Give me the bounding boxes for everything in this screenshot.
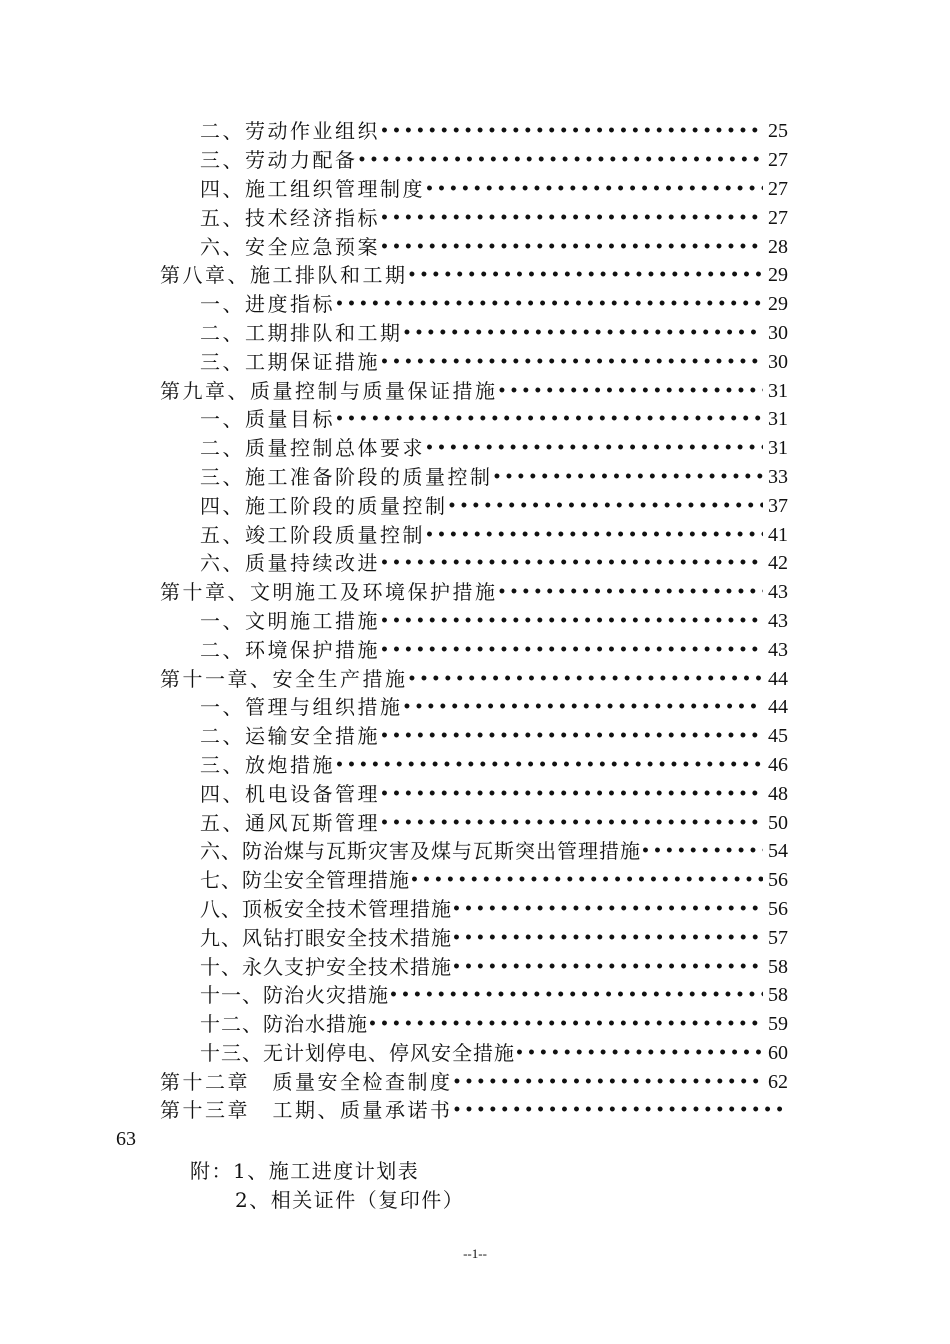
toc-entry-page: 56	[768, 897, 788, 920]
dot-leader	[453, 1068, 764, 1096]
dot-leader	[453, 1096, 787, 1124]
dot-leader	[410, 866, 763, 894]
toc-entry-page: 43	[768, 609, 788, 632]
dot-leader	[403, 319, 764, 347]
toc-entry-title: 六、质量持续改进	[200, 551, 380, 576]
appendix-line-1: 附：1、施工进度计划表	[190, 1158, 420, 1183]
toc-entry[interactable]	[0, 923, 950, 952]
toc-entry[interactable]	[0, 405, 950, 434]
toc-entry-page: 31	[768, 408, 788, 431]
toc-entry-title: 二、工期排队和工期	[200, 320, 403, 345]
toc-entry-title: 一、进度指标	[200, 292, 335, 317]
toc-entry-page: 62	[768, 1070, 788, 1093]
toc-chapter-title: 第十章、文明施工及环境保护措施	[160, 580, 498, 605]
dot-leader	[389, 981, 763, 1009]
toc-chapter-title: 第九章、质量控制与质量保证措施	[160, 378, 498, 403]
toc-entry-page: 31	[768, 437, 788, 460]
toc-entry[interactable]	[0, 463, 950, 492]
toc-entry-page: 54	[768, 840, 788, 863]
toc-chapter[interactable]	[0, 376, 950, 405]
toc-entry-title: 五、竣工阶段质量控制	[200, 522, 425, 547]
toc-entry-title: 九、风钻打眼安全技术措施	[200, 925, 452, 950]
toc-entry-title: 一、质量目标	[200, 407, 335, 432]
page-number: --1--	[463, 1246, 487, 1261]
dot-leader	[380, 117, 763, 145]
toc-chapter[interactable]	[0, 261, 950, 290]
toc-entry[interactable]	[0, 203, 950, 232]
toc-chapter[interactable]	[0, 578, 950, 607]
dot-leader	[380, 204, 763, 232]
toc-entry-page: 30	[768, 350, 788, 373]
dot-leader	[380, 233, 763, 261]
dot-leader	[335, 751, 763, 779]
toc-entry-page: 41	[768, 523, 788, 546]
dot-leader	[448, 492, 764, 520]
toc-entry-title: 十一、防治火灾措施	[200, 983, 389, 1008]
toc-entry[interactable]	[0, 1039, 950, 1068]
toc-entry-title: 十二、防治水措施	[200, 1012, 368, 1037]
dot-leader	[425, 434, 763, 462]
toc-chapter-title: 第十一章、安全生产措施	[160, 666, 408, 691]
dot-leader	[452, 895, 763, 923]
toc-entry[interactable]	[0, 952, 950, 981]
toc-entry-title: 七、防尘安全管理措施	[200, 868, 410, 893]
dot-leader	[335, 405, 763, 433]
toc-entry[interactable]	[0, 290, 950, 319]
toc-entry-page: 43	[768, 581, 788, 604]
dot-leader	[380, 348, 763, 376]
dot-leader	[380, 549, 763, 577]
toc-entry[interactable]	[0, 347, 950, 376]
toc-entry-page: 58	[768, 984, 788, 1007]
toc-entry-page: 50	[768, 811, 788, 834]
table-of-contents	[0, 117, 950, 1215]
toc-entry-title: 六、安全应急预案	[200, 234, 380, 259]
toc-entry-title: 五、通风瓦斯管理	[200, 810, 380, 835]
toc-entry-title: 四、施工组织管理制度	[200, 176, 425, 201]
toc-entry-page: 33	[768, 465, 788, 488]
toc-entry-page: 60	[768, 1041, 788, 1064]
toc-entry-page: 29	[768, 264, 788, 287]
toc-entry-page: 27	[768, 149, 788, 172]
toc-entry-title: 二、劳动作业组织	[200, 119, 380, 144]
dot-leader	[380, 607, 763, 635]
toc-entry-page: 45	[768, 725, 788, 748]
toc-entry-page: 57	[768, 926, 788, 949]
toc-entry[interactable]	[0, 1010, 950, 1039]
dot-leader	[452, 924, 763, 952]
toc-entry-page: 59	[768, 1013, 788, 1036]
dot-leader	[358, 146, 764, 174]
toc-entry-page: 27	[768, 177, 788, 200]
toc-entry[interactable]	[0, 635, 950, 664]
toc-chapter-title: 第十三章 工期、质量承诺书	[160, 1098, 453, 1123]
toc-entry-title: 一、管理与组织措施	[200, 695, 403, 720]
toc-entry[interactable]	[0, 175, 950, 204]
toc-entry-title: 三、施工准备阶段的质量控制	[200, 464, 493, 489]
toc-entry-page: 31	[768, 379, 788, 402]
toc-entry[interactable]	[0, 808, 950, 837]
toc-entry-page: 30	[768, 321, 788, 344]
toc-entry[interactable]	[0, 232, 950, 261]
toc-entry[interactable]	[0, 117, 950, 146]
dot-leader	[425, 521, 763, 549]
toc-entry[interactable]	[0, 779, 950, 808]
toc-entry[interactable]	[0, 693, 950, 722]
toc-entry-page: 28	[768, 235, 788, 258]
toc-entry[interactable]	[0, 895, 950, 924]
toc-entry-title: 三、工期保证措施	[200, 349, 380, 374]
toc-entry-page: 58	[768, 955, 788, 978]
toc-chapter[interactable]	[0, 1067, 950, 1096]
toc-entry[interactable]	[0, 837, 950, 866]
toc-entry-title: 四、机电设备管理	[200, 781, 380, 806]
toc-entry-title: 四、施工阶段的质量控制	[200, 493, 448, 518]
toc-entry-page: 43	[768, 638, 788, 661]
dot-leader	[408, 665, 764, 693]
dot-leader	[425, 175, 763, 203]
toc-entry-page: 27	[768, 206, 788, 229]
toc-entry-title: 八、顶板安全技术管理措施	[200, 896, 452, 921]
toc-entry[interactable]	[0, 722, 950, 751]
toc-entry-title: 六、防治煤与瓦斯灾害及煤与瓦斯突出管理措施	[200, 839, 641, 864]
dot-leader	[493, 463, 764, 491]
dot-leader	[368, 1010, 763, 1038]
dot-leader	[335, 290, 763, 318]
toc-entry-title: 一、文明施工措施	[200, 608, 380, 633]
toc-entry[interactable]	[0, 981, 950, 1010]
toc-entry-title: 五、技术经济指标	[200, 205, 380, 230]
toc-entry[interactable]	[0, 146, 950, 175]
dot-leader	[380, 636, 763, 664]
toc-entry-page: 44	[768, 667, 788, 690]
toc-entry-title: 二、运输安全措施	[200, 724, 380, 749]
toc-entry-page: 48	[768, 782, 788, 805]
toc-chapter-title: 第十二章 质量安全检查制度	[160, 1069, 453, 1094]
toc-entry[interactable]	[0, 434, 950, 463]
toc-entry-page: 46	[768, 753, 788, 776]
toc-entry[interactable]	[0, 866, 950, 895]
toc-entry-page: 37	[768, 494, 788, 517]
dot-leader	[380, 722, 763, 750]
dot-leader	[641, 837, 763, 865]
toc-entry-title: 三、放炮措施	[200, 752, 335, 777]
dot-leader	[452, 953, 763, 981]
toc-chapter[interactable]	[0, 664, 950, 693]
toc-entry[interactable]	[0, 751, 950, 780]
toc-entry-title: 十、永久支护安全技术措施	[200, 954, 452, 979]
toc-entry[interactable]	[0, 319, 950, 348]
toc-entry-title: 二、环境保护措施	[200, 637, 380, 662]
toc-entry-title: 二、质量控制总体要求	[200, 436, 425, 461]
toc-entry[interactable]	[0, 607, 950, 636]
appendix-line-2: 2、相关证件（复印件）	[235, 1187, 465, 1212]
toc-entry-page: 25	[768, 120, 788, 143]
dot-leader	[498, 377, 764, 405]
dot-leader	[380, 809, 763, 837]
toc-entry-page-wrapped: 63	[116, 1127, 136, 1150]
toc-entry-page: 56	[768, 869, 788, 892]
toc-entry[interactable]	[0, 520, 950, 549]
toc-entry-page: 44	[768, 696, 788, 719]
toc-chapter-title: 第八章、施工排队和工期	[160, 263, 408, 288]
dot-leader	[380, 780, 763, 808]
toc-chapter[interactable]	[0, 1096, 950, 1125]
toc-entry-page: 42	[768, 552, 788, 575]
dot-leader	[408, 261, 764, 289]
dot-leader	[515, 1039, 763, 1067]
dot-leader	[498, 578, 764, 606]
toc-entry[interactable]	[0, 491, 950, 520]
toc-entry[interactable]	[0, 549, 950, 578]
toc-entry-title: 三、劳动力配备	[200, 148, 358, 173]
toc-entry-title: 十三、无计划停电、停风安全措施	[200, 1040, 515, 1065]
dot-leader	[403, 693, 764, 721]
toc-entry-page: 29	[768, 293, 788, 316]
